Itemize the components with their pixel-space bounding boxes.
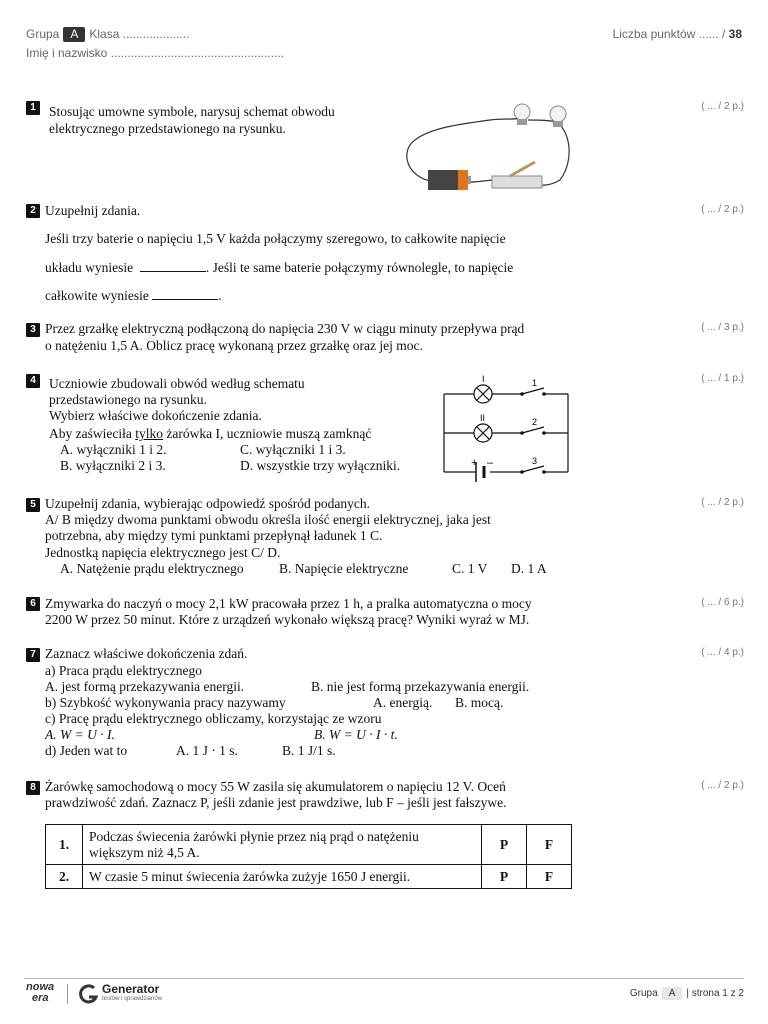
label-bulb-i: I (482, 374, 485, 384)
task7-intro: Zaznacz właściwe dokończenia zdań. (45, 646, 248, 661)
option-d[interactable]: D. wszystkie trzy wyłączniki. (240, 458, 401, 473)
task-points: ( ... / 1 p.) (701, 373, 744, 384)
label-switch-2: 2 (532, 417, 538, 427)
row-statement: W czasie 5 minut świecenia żarówka zużyje 1650 J energii. (83, 865, 482, 889)
false-option[interactable]: F (527, 825, 572, 865)
row-statement: Podczas świecenia żarówki płynie przez nią prąd o natężeniu większym niż 4,5 A. (83, 825, 482, 865)
task2-line3: całkowite wyniesie . (45, 288, 222, 303)
bulb-icon (550, 106, 566, 127)
generator-logo-icon (77, 983, 99, 1005)
task-number: 4 (26, 374, 40, 388)
task2-line2: układu wyniesie . Jeśli te same baterie połączymy równolegle, to napięcie (45, 260, 514, 275)
option-b[interactable]: B. nie jest formą przekazywania energii. (311, 679, 530, 694)
table-row (46, 865, 572, 889)
option-a[interactable]: A. jest formą przekazywania energii. (45, 679, 245, 694)
option-a[interactable]: A. energią. (373, 695, 433, 710)
battery-icon (428, 170, 471, 190)
option-d[interactable]: D. 1 A (511, 561, 547, 576)
task4-line2: przedstawionego na rysunku. (49, 392, 207, 407)
footer-page-info: Grupa A | strona 1 z 2 (629, 988, 744, 999)
task-points: ( ... / 3 p.) (701, 322, 744, 333)
task4-line4: Aby zaświeciła tylko żarówka I, uczniowie muszą zamknąć (49, 426, 372, 441)
task-number: 1 (26, 101, 40, 115)
false-option[interactable]: F (527, 865, 572, 889)
task-points: ( ... / 2 p.) (701, 204, 744, 215)
switch-icon (492, 162, 542, 188)
task-number: 8 (26, 781, 40, 795)
task5-line4: Jednostką napięcia elektrycznego jest C/ D. (45, 545, 281, 560)
answer-blank[interactable] (152, 287, 218, 300)
circuit-illustration (400, 100, 575, 192)
task7-b-question: b) Szybkość wykonywania pracy nazywamy (45, 695, 286, 710)
points-total: Liczba punktów ...... / 38 (612, 27, 742, 41)
task6-line2: 2200 W przez 50 minut. Które z urządzeń wykonało większą pracę? Wyniki wyraź w MJ. (45, 612, 530, 627)
group-field: Grupa A Klasa .................... (26, 27, 190, 41)
task-number: 2 (26, 204, 40, 218)
task5-line1: Uzupełnij zdania, wybierając odpowiedź spośród podanych. (45, 496, 371, 511)
generator-title: Generator (102, 982, 160, 996)
option-a[interactable]: A. 1 J · 1 s. (176, 743, 238, 758)
circuit-schematic (438, 374, 574, 484)
nowa-era-logo: nowa era (26, 981, 55, 1004)
true-option[interactable]: P (482, 865, 527, 889)
label-plus: + (471, 457, 478, 469)
group-badge: A (63, 27, 85, 42)
label-switch-1: 1 (532, 378, 538, 388)
answer-blank[interactable] (140, 259, 206, 272)
task5-line3: potrzebna, aby między tymi punktami przepłynął ładunek 1 C. (45, 528, 383, 543)
true-false-table (45, 824, 572, 889)
task2-intro: Uzupełnij zdania. (45, 203, 141, 218)
task1-line2: elektrycznego przedstawionego na rysunku. (49, 121, 286, 136)
generator-subtitle: testów i sprawdzianów (102, 996, 163, 1002)
task-number: 6 (26, 597, 40, 611)
task-points: ( ... / 2 p.) (701, 780, 744, 791)
task-points: ( ... / 2 p.) (701, 497, 744, 508)
row-number: 1. (46, 825, 83, 865)
task7-c-question: c) Pracę prądu elektrycznego obliczamy, korzystając ze wzoru (45, 711, 382, 726)
group-badge: A (662, 987, 683, 1000)
option-a[interactable]: A. W = U · I. (45, 727, 115, 742)
row-number: 2. (46, 865, 83, 889)
task-points: ( ... / 4 p.) (701, 647, 744, 658)
option-b[interactable]: B. W = U · I · t. (314, 727, 398, 742)
option-b[interactable]: B. 1 J/1 s. (282, 743, 336, 758)
option-b[interactable]: B. Napięcie elektryczne (279, 561, 409, 576)
task-number: 5 (26, 498, 40, 512)
option-c[interactable]: C. wyłączniki 1 i 3. (240, 442, 346, 457)
task3-line1: Przez grzałkę elektryczną podłączoną do napięcia 230 V w ciągu minuty przepływa prąd (45, 321, 525, 336)
task4-line3: Wybierz właściwe dokończenie zdania. (49, 408, 262, 423)
footer-divider (24, 978, 744, 979)
task-points: ( ... / 2 p.) (701, 101, 744, 112)
task-number: 7 (26, 648, 40, 662)
task7-a-question: a) Praca prądu elektrycznego (45, 663, 203, 678)
name-field: Imię i nazwisko .................................................... (26, 46, 285, 60)
task5-line2: A/ B między dwoma punktami obwodu określa ilość energii elektrycznej, jaka jest (45, 512, 491, 527)
label-switch-3: 3 (532, 456, 538, 466)
task2-line1: Jeśli trzy baterie o napięciu 1,5 V każda połączymy szeregowo, to całkowite napięcie (45, 231, 506, 246)
task6-line1: Zmywarka do naczyń o mocy 2,1 kW pracowała przez 1 h, a pralka automatyczna o mocy (45, 596, 532, 611)
task7-d-question: d) Jeden wat to (45, 743, 128, 758)
table-row (46, 825, 572, 865)
bulb-icon (514, 104, 530, 125)
logo-divider (67, 984, 68, 1004)
option-a[interactable]: A. wyłączniki 1 i 2. (60, 442, 167, 457)
task1-line1: Stosując umowne symbole, narysuj schemat obwodu (49, 104, 335, 119)
task8-line1: Żarówkę samochodową o mocy 55 W zasila się akumulatorem o napięciu 12 V. Oceń (45, 779, 506, 794)
option-b[interactable]: B. wyłączniki 2 i 3. (60, 458, 166, 473)
task3-line2: o natężeniu 1,5 A. Oblicz pracę wykonaną przez grzałkę oraz jej moc. (45, 338, 423, 353)
option-a[interactable]: A. Natężenie prądu elektrycznego (60, 561, 244, 576)
label-minus: – (487, 457, 494, 469)
task4-line1: Uczniowie zbudowali obwód według schematu (49, 376, 305, 391)
true-option[interactable]: P (482, 825, 527, 865)
task-number: 3 (26, 323, 40, 337)
option-b[interactable]: B. mocą. (455, 695, 504, 710)
label-bulb-ii: II (480, 413, 486, 423)
option-c[interactable]: C. 1 V (452, 561, 488, 576)
task-points: ( ... / 6 p.) (701, 597, 744, 608)
task8-line2: prawdziwość zdań. Zaznacz P, jeśli zdanie jest prawdziwe, lub F – jeśli jest fałszywe. (45, 795, 507, 810)
